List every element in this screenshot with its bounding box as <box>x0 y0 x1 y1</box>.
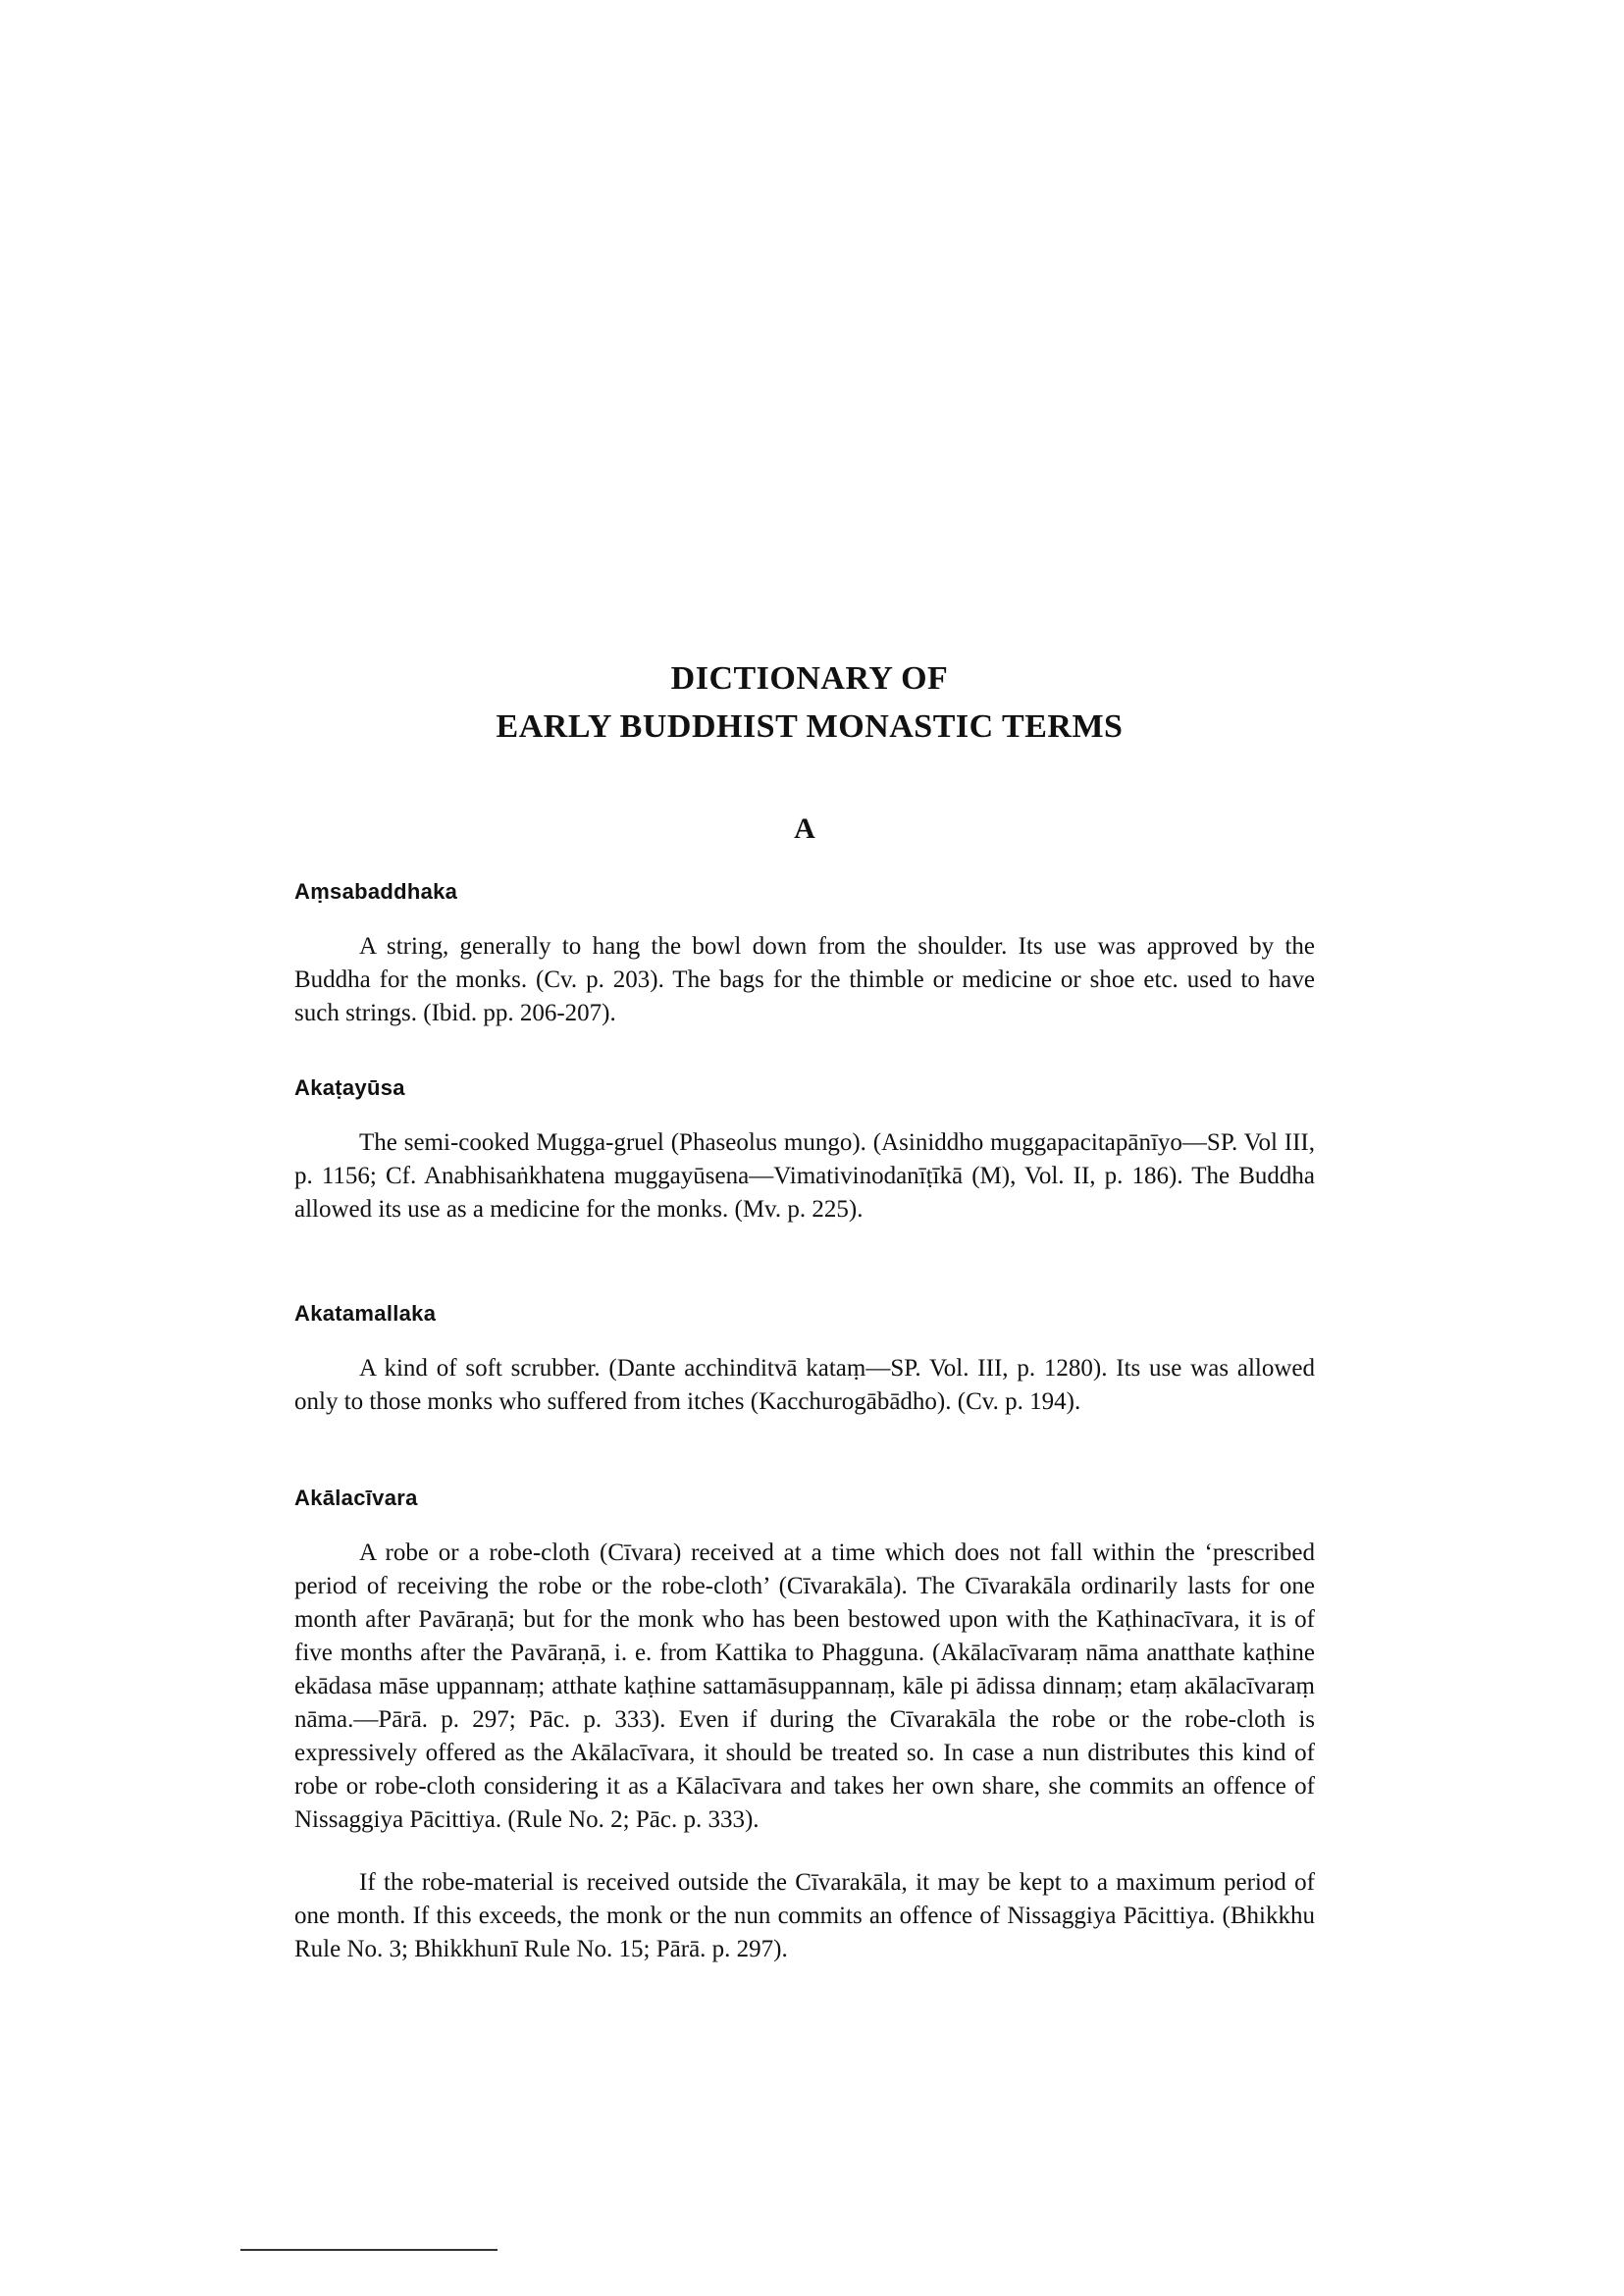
dictionary-entry <box>294 1301 1315 1419</box>
entry-headword: Akatamallaka <box>294 1301 437 1326</box>
entry-definition-continued: If the robe-material is received outside the Cīvarakāla, it may be kept to a maximum period of one month. If this exceeds, the monk or the nun commits an offence of Nissaggiya Pācittiya. (Bhikkhu Rule No. 3; Bhikkhunī Rule No. 15; Pārā. p. 297). <box>294 1869 1315 1962</box>
entry-definition: A string, generally to hang the bowl down from the shoulder. Its use was approved by the Buddha for the monks. (Cv. p. 203). The bags for the thimble or medicine or shoe etc. used to have such strings. (Ibid. pp. 206-207). <box>294 933 1315 1026</box>
entry-definition: A kind of soft scrubber. (Dante acchinditvā kataṃ—SP. Vol. III, p. 1280). Its use was allowed only to those monks who suffered from itches (Kacchurogābādho). (Cv. p. 194). <box>294 1355 1315 1415</box>
footnote-divider <box>240 2249 498 2251</box>
section-letter: A <box>794 812 815 845</box>
entry-headword: Aṃsabaddhaka <box>294 879 458 904</box>
entry-definition: The semi-cooked Mugga-gruel (Phaseolus mungo). (Asiniddho muggapacitapānīyo—SP. Vol III, p. 1156; Cf. Anabhisaṅkhatena muggayūsena—Vimativinodanīṭīkā (M), Vol. II, p. 186). The Buddha allowed its use as a medicine for the monks. (Mv. p. 225). <box>294 1129 1315 1223</box>
dictionary-entry <box>294 1075 1315 1226</box>
entry-headword: Akālacīvara <box>294 1486 418 1510</box>
page-title-line-1: DICTIONARY OF <box>670 660 949 697</box>
dictionary-entry <box>294 1486 1315 1966</box>
entry-definition: A robe or a robe-cloth (Cīvara) received at a time which does not fall within the ‘prescribed period of receiving the robe or the robe-cloth’ (Cīvarakāla). The Cīvarakāla ordinarily lasts for one month after Pavāraṇā; but for the monk who has been bestowed upon with the Kaṭhinacīvara, it is of five months after the Pavāraṇā, i. e. from Kattika to Phagguna. (Akālacīvaraṃ nāma anatthate kaṭhine ekādasa māse uppannaṃ; atthate kaṭhine sattamāsuppannaṃ, kāle pi ādissa dinnaṃ; etaṃ akālacīvaraṃ nāma.—Pārā. p. 297; Pāc. p. 333). Even if during the Cīvarakāla the robe or the robe-cloth is expressively offered as the Akālacīvara, it should be treated so. In case a nun distributes this kind of robe or robe-cloth considering it as a Kālacīvara and takes her own share, she commits an offence of Nissaggiya Pācittiya. (Rule No. 2; Pāc. p. 333). <box>294 1539 1315 1833</box>
page-title-line-2: EARLY BUDDHIST MONASTIC TERMS <box>496 708 1124 745</box>
entry-headword: Akaṭayūsa <box>294 1075 405 1100</box>
dictionary-entry <box>294 879 1315 1030</box>
